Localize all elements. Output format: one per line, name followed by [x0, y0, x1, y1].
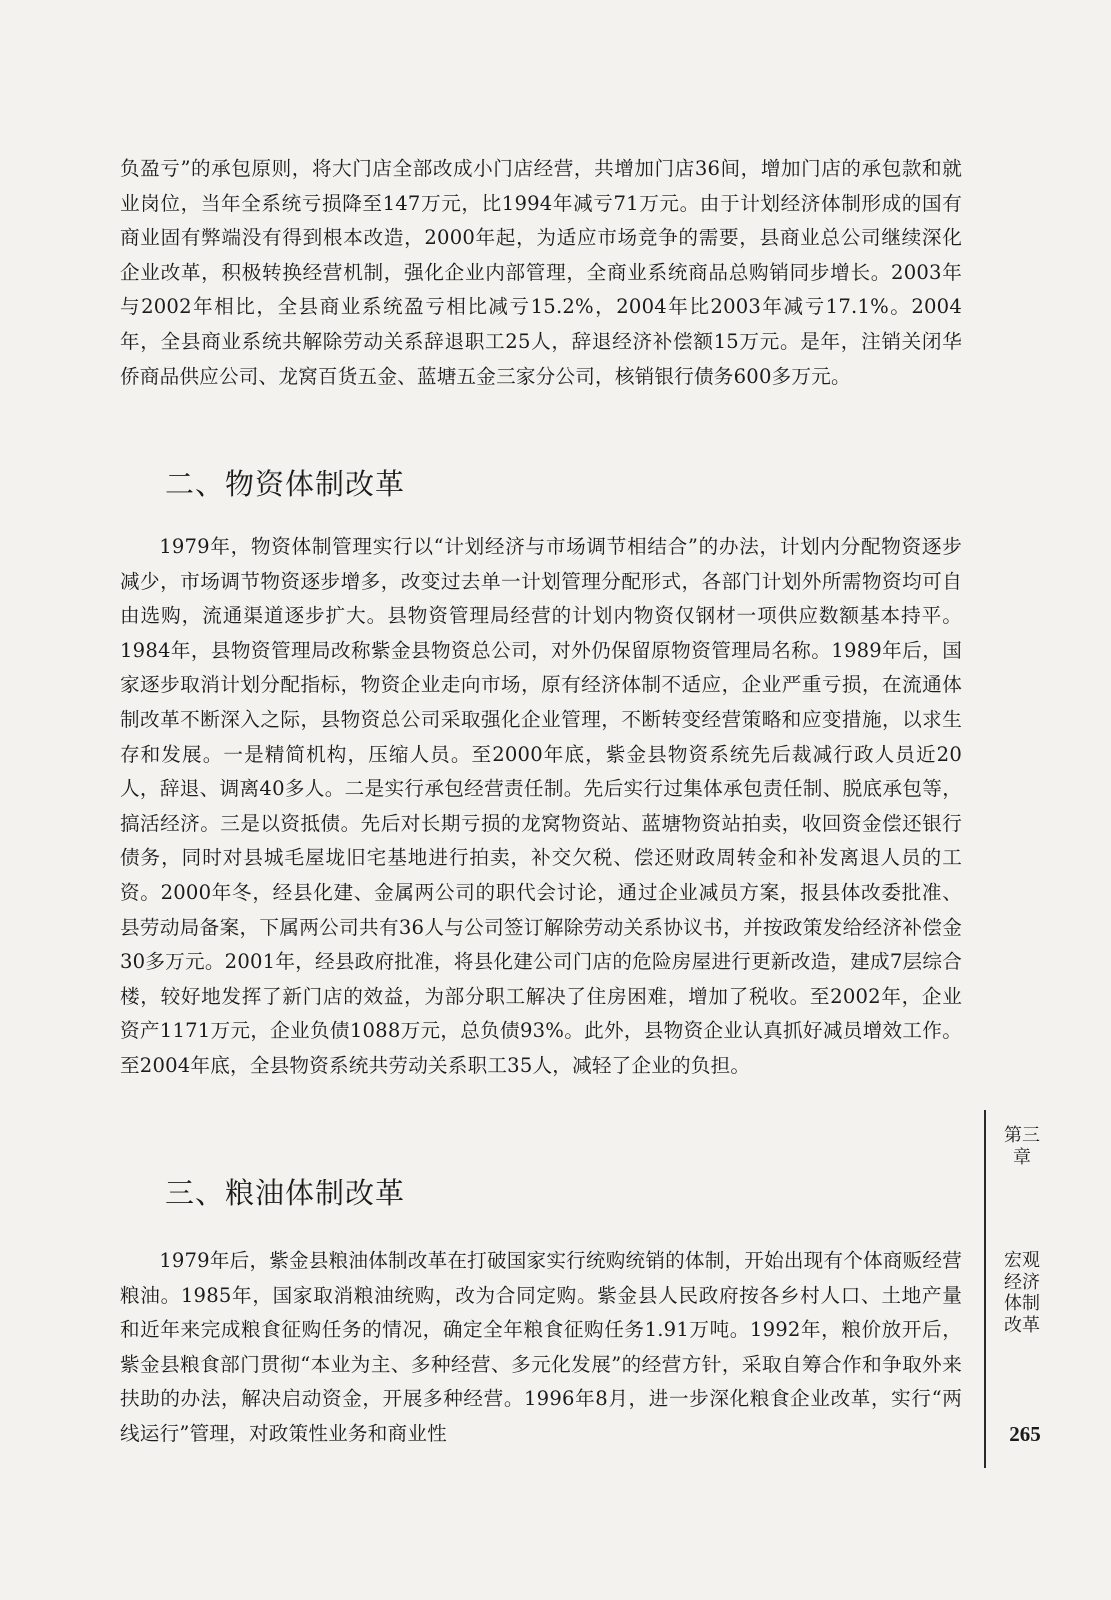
chapter-title: 宏观经济体制改革: [1004, 1250, 1040, 1336]
chapter-label: 第三章: [1004, 1125, 1040, 1168]
body-text-section-3: [120, 1244, 962, 1452]
section-heading-materials: 二、物资体制改革: [165, 467, 406, 501]
body-text-section-1: [120, 152, 962, 394]
section-heading-grain-oil: 三、粮油体制改革: [165, 1176, 406, 1210]
page-number: 265: [1009, 1422, 1041, 1446]
paragraph-grain-oil: 1979年后，紫金县粮油体制改革在打破国家实行统购统销的体制，开始出现有个体商贩经营粮油。1985年，国家取消粮油统购，改为合同定购。紫金县人民政府按各乡村人口、土地产量和近年来完成粮食征购任务的情况，确定全年粮食征购任务1.91万吨。1992年，粮价放开后，紫金县粮食部门贯彻“本业为主、多种经营、多元化发展”的经营方针，采取自筹合作和争取外来扶助的办法，解决启动资金，开展多种经营。1996年8月，进一步深化粮食企业改革，实行“两线运行”管理，对政策性业务和商业性: [120, 1249, 963, 1445]
paragraph-materials: 1979年，物资体制管理实行以“计划经济与市场调节相结合”的办法，计划内分配物资逐步减少，市场调节物资逐步增多，改变过去单一计划管理分配形式，各部门计划外所需物资均可自由选购，流通渠道逐步扩大。县物资管理局经营的计划内物资仅钢材一项供应数额基本持平。1984年，县物资管理局改称紫金县物资总公司，对外仍保留原物资管理局名称。1989年后，国家逐步取消计划分配指标，物资企业走向市场，原有经济体制不适应，企业严重亏损，在流通体制改革不断深入之际，县物资总公司采取强化企业管理，不断转变经营策略和应变措施，以求生存和发展。一是精简机构，压缩人员。至2000年底，紫金县物资系统先后裁减行政人员近20人，辞退、调离40多人。二是实行承包经营责任制。先后实行过集体承包责任制、脱底承包等，搞活经济。三是以资抵债。先后对长期亏损的龙窝物资站、蓝塘物资站拍卖，收回资金偿还银行债务，同时对县城毛屋垅旧宅基地进行拍卖，补交欠税、偿还财政周转金和补发离退人员的工资。2000年冬，经县化建、金属两公司的职代会讨论，通过企业减员方案，报县体改委批准、县劳动局备案，下属两公司共有36人与公司签订解除劳动关系协议书，并按政策发给经济补偿金30多万元。2001年，经县政府批准，将县化建公司门店的危险房屋进行更新改造，建成7层综合楼，较好地发挥了新门店的效益，为部分职工解决了住房困难，增加了税收。至2002年，企业资产1171万元，企业负债1088万元，总负债93%。此外，县物资企业认真抓好减员增效工作。至2004年底，全县物资系统共劳动关系职工35人，减轻了企业的负担。: [120, 535, 962, 1077]
body-text-section-2: [120, 530, 962, 1084]
paragraph-continuation: 负盈亏”的承包原则，将大门店全部改成小门店经营，共增加门店36间，增加门店的承包款和就业岗位，当年全系统亏损降至147万元，比1994年减亏71万元。由于计划经济体制形成的国有商业固有弊端没有得到根本改造，2000年起，为适应市场竞争的需要，县商业总公司继续深化企业改革，积极转换经营机制，强化企业内部管理，全商业系统商品总购销同步增长。2003年与2002年相比，全县商业系统盈亏相比减亏15.2%，2004年比2003年减亏17.1%。2004年，全县商业系统共解除劳动关系辞退职工25人，辞退经济补偿额15万元。是年，注销关闭华侨商品供应公司、龙窝百货五金、蓝塘五金三家分公司，核销银行债务600多万元。: [120, 157, 962, 388]
margin-divider: [984, 1110, 986, 1468]
